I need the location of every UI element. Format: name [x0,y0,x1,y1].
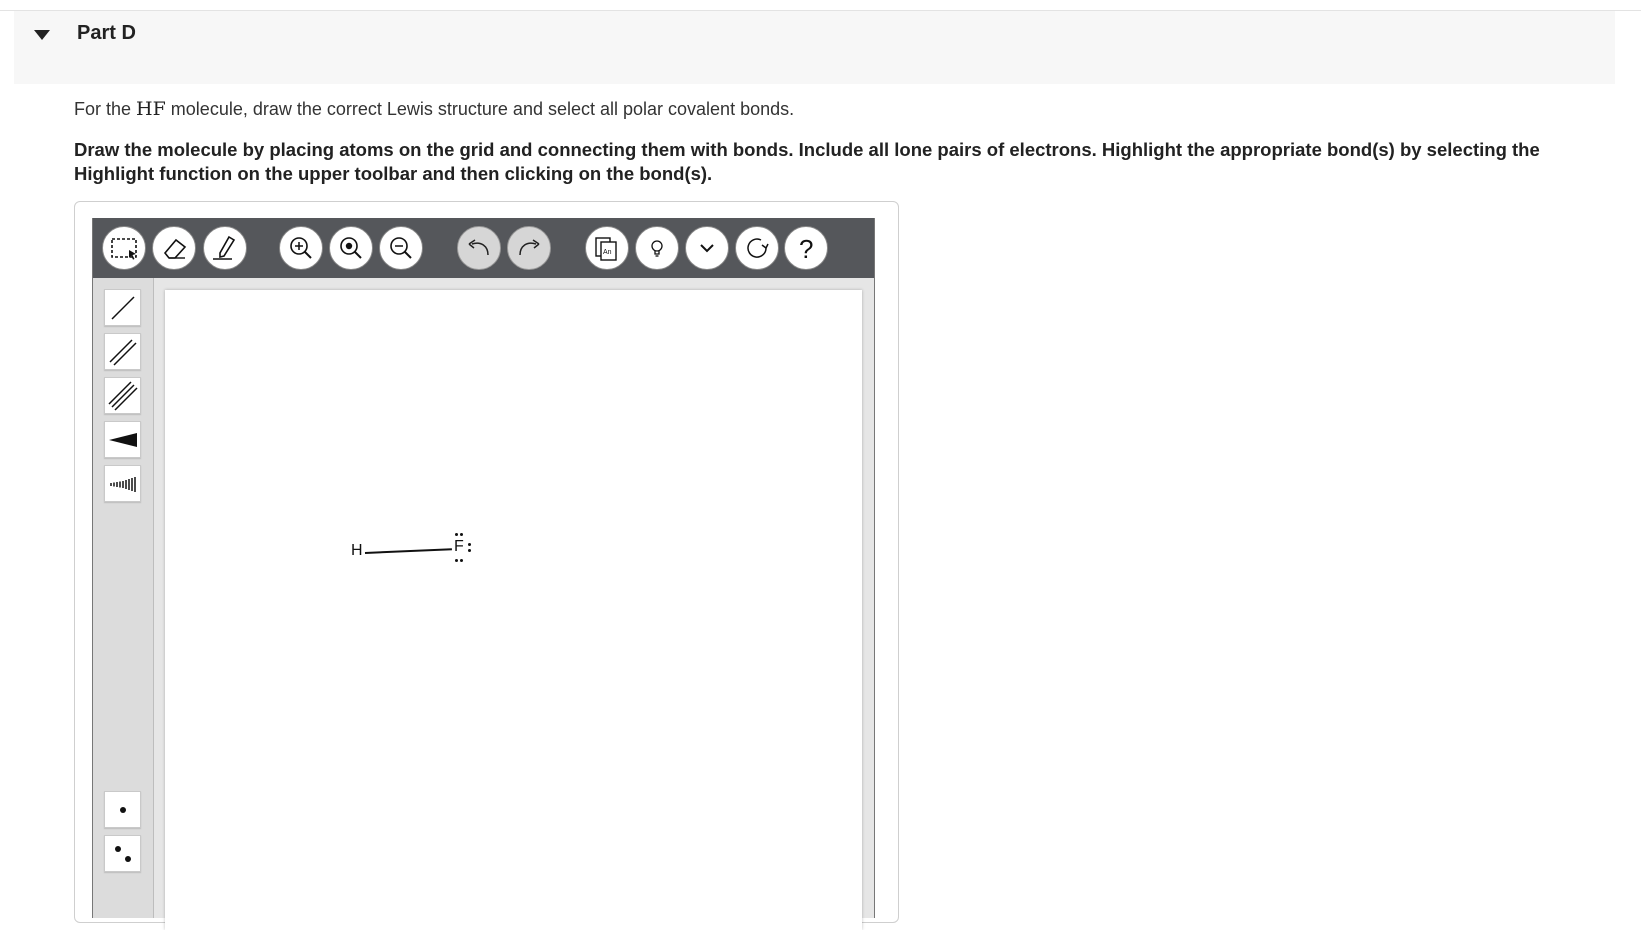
highlight-pen-icon [210,233,240,263]
templates-button[interactable] [585,226,629,270]
eraser-tool-button[interactable] [152,226,196,270]
lone-pair-dot [455,559,458,562]
select-icon [109,233,139,263]
triple-bond-icon [108,381,138,411]
help-button[interactable] [784,226,828,270]
redo-button[interactable] [507,226,551,270]
help-label: ? [799,234,814,263]
lone-pair-dot [468,543,471,546]
hint-button[interactable] [635,226,679,270]
lone-pair-dot [468,549,471,552]
collapse-caret-icon[interactable] [34,30,50,40]
select-tool-button[interactable] [102,226,146,270]
template-label: An [603,249,612,256]
radical-icon [108,795,138,825]
lone-pair-icon [108,839,138,869]
atom-hydrogen[interactable]: H [351,542,363,559]
hash-bond-button[interactable] [104,465,141,502]
help-icon [791,233,821,263]
redo-icon [514,233,544,263]
hash-bond-icon [108,469,138,499]
chevron-down-icon [692,233,722,263]
wedge-bond-button[interactable] [104,421,141,458]
part-header[interactable] [14,11,1615,84]
hint-icon [642,233,672,263]
more-options-button[interactable] [685,226,729,270]
double-bond-icon [108,337,138,367]
atom-fluorine[interactable]: F [454,538,464,555]
reset-icon [742,233,772,263]
part-title: Part D [77,22,136,44]
structure-editor [92,218,875,918]
highlight-tool-button[interactable] [203,226,247,270]
lone-pair-dot [460,559,463,562]
molecule-formula: HF [136,98,166,120]
zoom-reset-button[interactable] [329,226,373,270]
triple-bond-button[interactable] [104,377,141,414]
question-suffix: molecule, draw the correct Lewis structure and select all polar covalent bonds. [165,99,795,119]
top-toolbar [93,218,874,278]
lone-pair-dot [460,533,463,536]
double-bond-button[interactable] [104,333,141,370]
zoom-reset-icon [336,233,366,263]
radical-button[interactable] [104,791,141,828]
zoom-out-button[interactable] [379,226,423,270]
undo-button[interactable] [457,226,501,270]
single-bond-h-f[interactable] [365,548,452,554]
undo-icon [464,233,494,263]
wedge-bond-icon [108,425,138,455]
template-icon [592,233,622,263]
zoom-out-icon [386,233,416,263]
zoom-in-icon [286,233,316,263]
single-bond-icon [108,293,138,323]
reset-button[interactable] [735,226,779,270]
lone-pair-button[interactable] [104,835,141,872]
single-bond-button[interactable] [104,289,141,326]
zoom-in-button[interactable] [279,226,323,270]
question-prefix: For the [74,99,137,119]
eraser-icon [159,233,189,263]
instructions-text: Draw the molecule by placing atoms on the grid and connecting them with bonds. Include all lone pairs of electrons. Highlight the appropriate bond(s) by selecting the Highlight function on the upper toolbar and then clicking on the bond(s). [74,139,1540,184]
question-text [74,98,794,120]
lone-pair-dot [455,533,458,536]
drawing-canvas[interactable] [165,290,862,930]
bond-toolbar [93,278,154,918]
